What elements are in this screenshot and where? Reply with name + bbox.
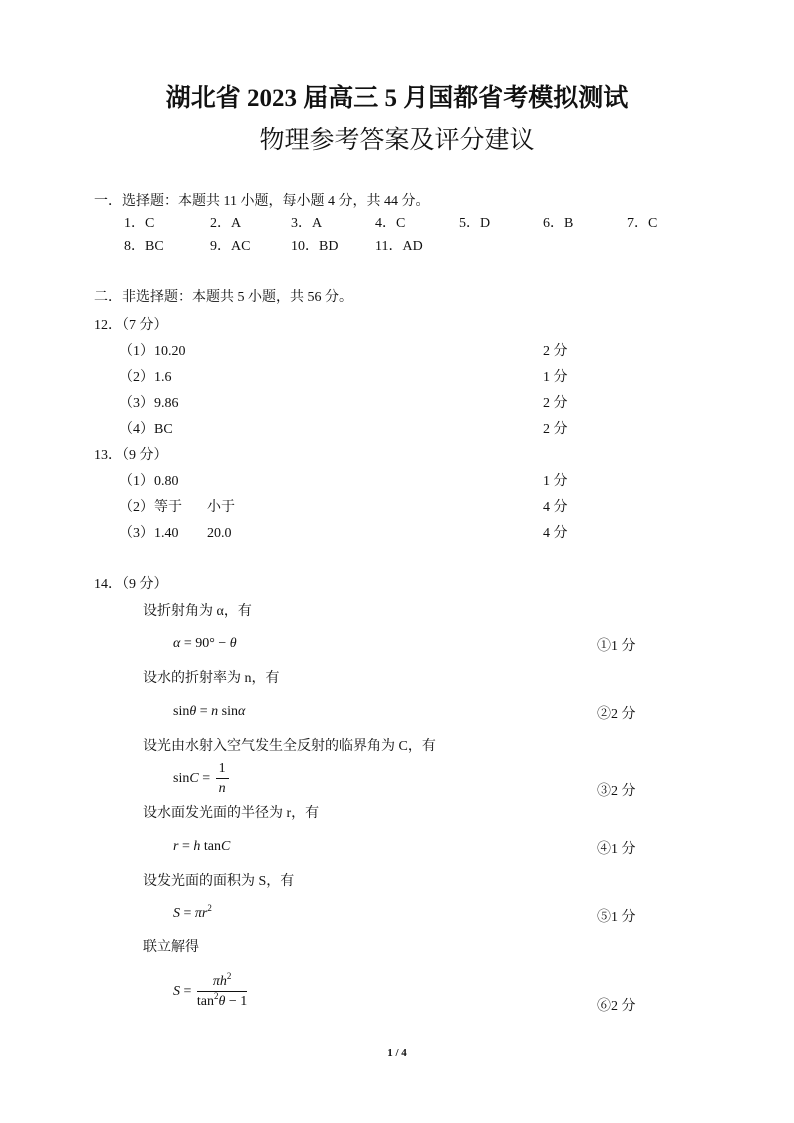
- q14-title: 14．（9 分）: [94, 577, 168, 592]
- q14-step-score: ①1 分: [597, 639, 636, 654]
- q12-item-label: （4）BC: [119, 422, 173, 437]
- q14-step-text: 联立解得: [143, 940, 199, 955]
- q14-step-text: 设光由水射入空气发生全反射的临界角为 C，有: [143, 739, 436, 754]
- q14-step-score: ⑤1 分: [597, 910, 636, 925]
- answer-item: 11．AD: [375, 239, 423, 254]
- answer-item: 7．C: [627, 216, 658, 231]
- equation-1: α = 90° − θ: [173, 636, 237, 651]
- q12-item-score: 2 分: [543, 396, 568, 411]
- answer-item: 6．B: [543, 216, 574, 231]
- q13-item-extra: 20.0: [207, 526, 232, 541]
- answer-item: 10．BD: [291, 239, 339, 254]
- q13-item-score: 4 分: [543, 500, 568, 515]
- equation-6: S = $\frac{\pi h^2}{\tan^2\theta - 1}$: [173, 971, 248, 1009]
- q13-title: 13．（9 分）: [94, 448, 168, 463]
- q12-item-label: （1）10.20: [119, 344, 186, 359]
- q14-step-text: 设水面发光面的半径为 r，有: [143, 806, 320, 821]
- q12-item-label: （2）1.6: [119, 370, 172, 385]
- q12-item-score: 2 分: [543, 422, 568, 437]
- answer-item: 4．C: [375, 216, 406, 231]
- equation-5: $S = \pi r^2$: [173, 903, 212, 921]
- q12-item-score: 2 分: [543, 344, 568, 359]
- q13-item-extra: 小于: [207, 500, 235, 515]
- answer-item: 1．C: [124, 216, 155, 231]
- q14-step-score: ⑥2 分: [597, 999, 636, 1014]
- answer-item: 9．AC: [210, 239, 251, 254]
- q14-step-text: 设折射角为 α，有: [143, 604, 252, 619]
- equation-4: r = h tanC: [173, 839, 231, 854]
- q13-item-label: （1）0.80: [119, 474, 179, 489]
- answer-item: 5．D: [459, 216, 491, 231]
- section1-heading: 一．选择题：本题共 11 小题，每小题 4 分，共 44 分。: [94, 194, 430, 209]
- q13-item-score: 4 分: [543, 526, 568, 541]
- q14-step-score: ②2 分: [597, 707, 636, 722]
- page-number: 1 / 4: [387, 1047, 407, 1059]
- page-title: 湖北省 2023 届高三 5 月国都省考模拟测试: [165, 85, 629, 112]
- q14-step-text: 设发光面的面积为 S，有: [143, 874, 295, 889]
- section2-heading: 二．非选择题：本题共 5 小题，共 56 分。: [94, 290, 353, 305]
- q12-title: 12．（7 分）: [94, 318, 168, 333]
- answer-item: 3．A: [291, 216, 323, 231]
- answer-item: 2．A: [210, 216, 242, 231]
- page-subtitle: 物理参考答案及评分建议: [259, 127, 535, 154]
- answer-item: 8．BC: [124, 239, 164, 254]
- q12-item-score: 1 分: [543, 370, 568, 385]
- q13-item-label: （2）等于: [119, 500, 182, 515]
- equation-3: sinC = $\frac{1}{n}$: [173, 762, 229, 796]
- q14-step-score: ④1 分: [597, 842, 636, 857]
- q13-item-label: （3）1.40: [119, 526, 179, 541]
- q14-step-score: ③2 分: [597, 784, 636, 799]
- q12-item-label: （3）9.86: [119, 396, 179, 411]
- q14-step-text: 设水的折射率为 n，有: [143, 671, 280, 686]
- equation-2: sinθ = n sinα: [173, 704, 246, 719]
- q13-item-score: 1 分: [543, 474, 568, 489]
